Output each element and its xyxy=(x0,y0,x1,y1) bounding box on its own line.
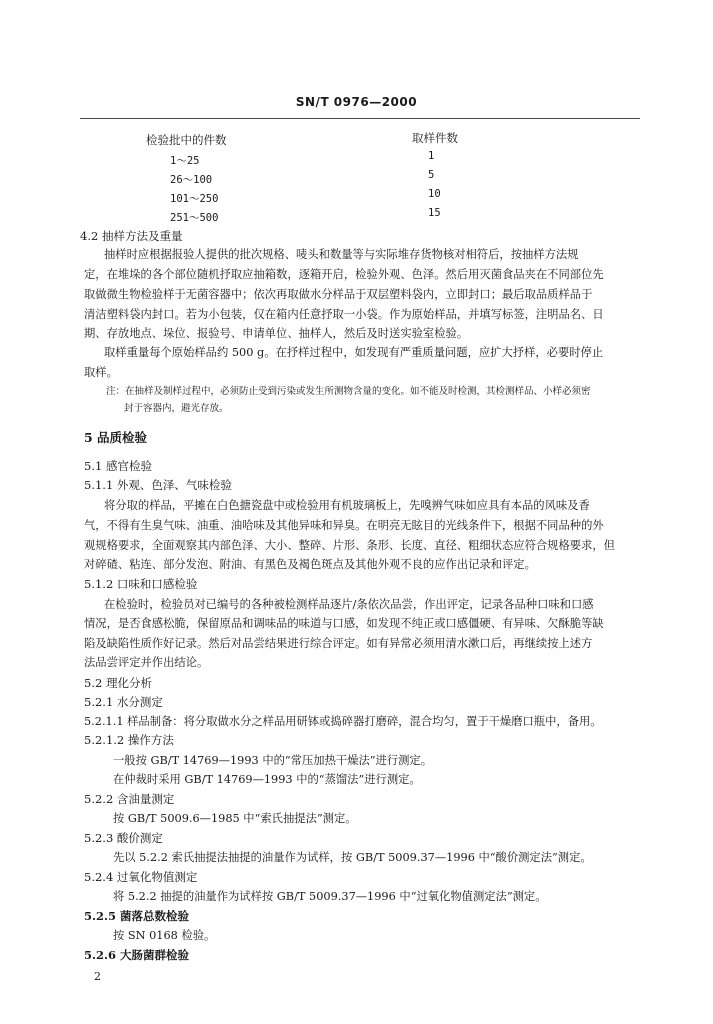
paragraph-line: 期、存放地点、垛位、报验号、申请单位、抽样人，然后及时送实验室检验。 xyxy=(84,327,469,340)
paragraph-line: 将分取的样品，平摊在白色搪瓷盘中或检验用有机玻璃板上，先嗅辨气味如应具有本品的风味及香 xyxy=(104,499,590,512)
paragraph-line: 法品尝评定并作出结论。 xyxy=(84,656,209,669)
note-line: 封于容器内，避光存放。 xyxy=(124,403,229,414)
section-heading-5-2-5: 5.2.5 菌落总数检验 xyxy=(84,909,190,923)
paragraph-line: 在仲裁时采用 GB/T 14769—1993 中的“蒸馏法”进行测定。 xyxy=(113,773,421,786)
paragraph-line: 将 5.2.2 抽提的油量作为试样按 GB/T 5009.37—1996 中“过氧化物值测定法”测定。 xyxy=(113,890,547,903)
section-heading-4-2: 4.2 抽样方法及重量 xyxy=(80,229,183,243)
section-heading-5-2-1-2: 5.2.1.2 操作方法 xyxy=(84,733,174,747)
header-rule xyxy=(80,118,640,119)
page-header: SN/T 0976—2000 xyxy=(295,95,418,109)
section-heading-5-2-2: 5.2.2 含油量测定 xyxy=(84,792,175,806)
section-heading-5-1-2: 5.1.2 口味和口感检验 xyxy=(84,577,198,591)
table-cell-range: 101～250 xyxy=(170,193,219,205)
note-line: 注：在抽样及制样过程中，必须防止受到污染或发生所测物含量的变化。如不能及时检测，其检测样品、小样必须密 xyxy=(106,386,591,397)
table-cell-count: 5 xyxy=(428,169,435,181)
paragraph-line: 清洁塑料袋内封口。若为小包装，仅在箱内任意抒取一小袋。作为原始样品，并填写标签，注明品名、日 xyxy=(84,308,604,321)
section-heading-5: 5 品质检验 xyxy=(84,430,148,445)
table-col1-header: 检验批中的件数 xyxy=(146,133,227,147)
paragraph-line: 按 SN 0168 检验。 xyxy=(113,929,216,942)
page-number: 2 xyxy=(94,970,101,983)
table-col2-header: 取样件数 xyxy=(412,131,458,145)
paragraph-line: 按 GB/T 5009.6—1985 中“索氏抽提法”测定。 xyxy=(113,812,357,825)
paragraph-line: 取样重量每个原始样品约 500 g。在抒样过程中，如发现有严重质量问题，应扩大抒样，必要时停止 xyxy=(104,346,604,359)
table-cell-count: 15 xyxy=(428,207,441,219)
paragraph-line: 抽样时应根据报验人提供的批次规格、唛头和数量等与实际堆存货物核对相符后，按抽样方法规 xyxy=(104,248,579,261)
paragraph-line: 一般按 GB/T 14769—1993 中的“常压加热干燥法”进行测定。 xyxy=(113,754,433,767)
paragraph-line: 观规格要求，全面观察其内部色泽、大小、整碎、片形、条形、长度、直径、粗细状态应符合规格要求，但 xyxy=(84,539,615,552)
paragraph-line: 情况，是否食感松脆，保留原品和调味品的味道与口感，如发现不纯正或口感僵硬、有异味、欠酥脆等缺 xyxy=(84,617,604,630)
paragraph-line: 取做微生物检验样于无菌容器中；依次再取做水分样品于双层塑料袋内，立即封口；最后取品质样品于 xyxy=(84,288,593,301)
table-cell-count: 10 xyxy=(428,188,441,200)
section-heading-5-2-6: 5.2.6 大肠菌群检验 xyxy=(84,948,190,962)
table-cell-range: 251～500 xyxy=(170,212,219,224)
section-heading-5-2-4: 5.2.4 过氧化物值测定 xyxy=(84,870,198,884)
table-cell-range: 1～25 xyxy=(170,155,200,167)
table-cell-count: 1 xyxy=(428,150,435,162)
section-heading-5-1: 5.1 感官检验 xyxy=(84,459,152,473)
section-heading-5-2: 5.2 理化分析 xyxy=(84,676,152,690)
section-heading-5-2-1: 5.2.1 水分测定 xyxy=(84,695,163,709)
paragraph-line: 对碎碴、粘连、部分发泡、附油、有黑色及褐色斑点及其他外观不良的应作出记录和评定。 xyxy=(84,558,536,571)
paragraph-line: 在检验时，检验员对已编号的各种被检测样品逐片/条依次品尝，作出评定，记录各品种口味和口感 xyxy=(104,598,594,611)
section-heading-5-2-3: 5.2.3 酸价测定 xyxy=(84,831,163,845)
paragraph-line: 陷及缺陷性质作好记录。然后对品尝结果进行综合评定。如有异常必须用清水漱口后，再继续按上述方 xyxy=(84,637,593,650)
paragraph-line: 定，在堆垛的各个部位随机抒取应抽箱数，逐箱开启，检验外观、色泽。然后用灭菌食品夹在不同部位先 xyxy=(84,268,604,281)
table-cell-range: 26～100 xyxy=(170,174,213,186)
paragraph-line: 5.2.1.1 样品制备：将分取做水分之样品用研钵或捣碎器打磨碎，混合均匀，置于干燥磨口瓶中，备用。 xyxy=(84,715,602,728)
section-heading-5-1-1: 5.1.1 外观、色泽、气味检验 xyxy=(84,478,232,492)
paragraph-line: 取样。 xyxy=(84,366,118,379)
paragraph-line: 气，不得有生臭气味、油重、油哈味及其他异味和异臭。在明亮无眩目的光线条件下，根据不同品种的外 xyxy=(84,519,604,532)
paragraph-line: 先以 5.2.2 索氏抽提法抽提的油量作为试样，按 GB/T 5009.37—1996 中“酸价测定法”测定。 xyxy=(113,851,592,864)
